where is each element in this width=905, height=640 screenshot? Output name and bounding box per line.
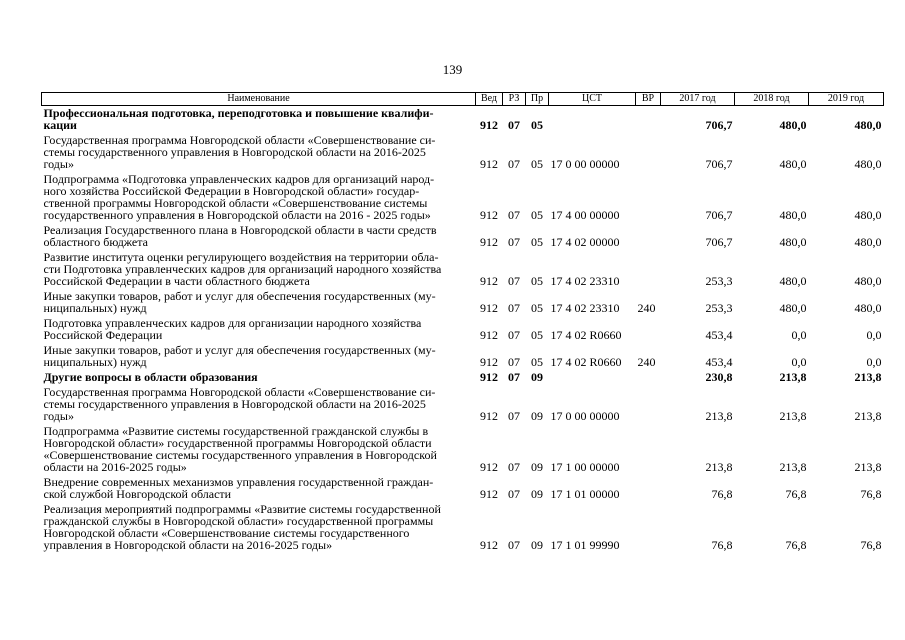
row-pr: 05 [531, 355, 543, 369]
row-value-2017: 706,7 [705, 118, 733, 132]
row-value-2017: 253,3 [705, 301, 733, 315]
row-vr [636, 424, 661, 475]
row-cst: 17 4 02 00000 [550, 235, 620, 249]
row-name: Другие вопросы в области образования [43, 370, 258, 384]
row-value-2017: 706,7 [705, 235, 733, 249]
row-vr: 240 [637, 355, 656, 369]
row-name: Развитие института оценки регулирующего воздействия на территории обла- сти Подготовка управленческих кадров для организаций народного хозяйства Российской Федерации в части областного бюджета [43, 250, 442, 288]
table-header-row [42, 93, 884, 106]
row-value-2019: 213,8 [854, 460, 882, 474]
header-vr: ВР [636, 93, 661, 106]
row-pr: 05 [531, 208, 543, 222]
row-rz: 07 [508, 460, 520, 474]
header-ved: Вед [476, 93, 503, 106]
row-value-2018: 213,8 [779, 370, 807, 384]
row-ved: 912 [480, 274, 498, 288]
row-value-2018: 76,8 [785, 538, 807, 552]
row-ved: 912 [480, 235, 498, 249]
row-name: Подпрограмма «Развитие системы государственной гражданской службы в Новгородской области» государственной программы Новгородской области «Совершенствование системы государственного управления в Новгородской области на 2016-2025 годы» [43, 424, 437, 474]
row-ved: 912 [480, 355, 498, 369]
row-cst: 17 4 02 R0660 [550, 328, 622, 342]
row-name: Внедрение современных механизмов управления государственной граждан- ской службой Новгородской области [43, 475, 434, 501]
table-row [42, 172, 884, 223]
row-pr: 09 [531, 460, 543, 474]
row-rz: 07 [508, 409, 520, 423]
row-cst: 17 1 00 00000 [550, 460, 620, 474]
row-ved: 912 [480, 538, 498, 552]
row-cst [549, 106, 636, 134]
row-value-2017: 213,8 [705, 460, 733, 474]
row-ved: 912 [480, 409, 498, 423]
row-value-2018: 76,8 [785, 487, 807, 501]
row-name: Государственная программа Новгородской области «Совершенствование си- стемы государственного управления в Новгородской области на 2016-2025 годы» [43, 133, 436, 171]
row-vr [636, 106, 661, 134]
row-value-2019: 480,0 [854, 235, 882, 249]
row-ved: 912 [480, 460, 498, 474]
row-cst: 17 1 01 00000 [550, 487, 620, 501]
row-value-2018: 480,0 [779, 208, 807, 222]
row-pr: 05 [531, 328, 543, 342]
row-cst [549, 370, 636, 385]
row-rz: 07 [508, 487, 520, 501]
row-cst: 17 4 02 23310 [550, 274, 620, 288]
row-ved: 912 [480, 157, 498, 171]
row-value-2019: 480,0 [854, 157, 882, 171]
table-row [42, 289, 884, 316]
table-row [42, 133, 884, 172]
row-pr: 09 [531, 538, 543, 552]
row-pr: 05 [531, 235, 543, 249]
row-value-2019: 213,8 [854, 409, 882, 423]
row-rz: 07 [508, 328, 520, 342]
row-value-2019: 76,8 [860, 538, 882, 552]
row-pr: 09 [531, 487, 543, 501]
row-name: Профессиональная подготовка, переподготовка и повышение квалифи- кации [43, 106, 434, 132]
row-value-2017: 453,4 [705, 328, 733, 342]
row-rz: 07 [508, 208, 520, 222]
budget-table [41, 92, 884, 553]
row-vr: 240 [637, 301, 656, 315]
row-value-2019: 480,0 [854, 301, 882, 315]
table-row [42, 106, 884, 134]
row-rz: 07 [508, 157, 520, 171]
row-value-2017: 706,7 [705, 157, 733, 171]
table-row [42, 502, 884, 553]
row-name: Иные закупки товаров, работ и услуг для обеспечения государственных (му- ниципальных) нужд [43, 289, 436, 315]
row-cst: 17 4 02 R0660 [550, 355, 622, 369]
row-ved: 912 [480, 208, 498, 222]
row-cst: 17 4 00 00000 [550, 208, 620, 222]
row-vr [636, 385, 661, 424]
row-pr: 05 [531, 157, 543, 171]
row-value-2018: 480,0 [779, 301, 807, 315]
row-rz: 07 [508, 370, 520, 384]
row-ved: 912 [480, 301, 498, 315]
row-value-2019: 0,0 [866, 355, 882, 369]
row-value-2019: 213,8 [854, 370, 882, 384]
row-rz: 07 [508, 355, 520, 369]
row-vr [636, 316, 661, 343]
row-rz: 07 [508, 301, 520, 315]
header-2019: 2019 год [809, 93, 884, 106]
row-ved: 912 [480, 370, 498, 384]
row-name: Реализация мероприятий подпрограммы «Развитие системы государственной гражданской службы в Новгородской области» государственной программы Новгородской области «Совершенствование системы государственного управления в Новгородской области на 2016-2025 годы» [43, 502, 441, 552]
row-vr [636, 223, 661, 250]
row-vr [636, 250, 661, 289]
table-row [42, 316, 884, 343]
row-value-2018: 480,0 [779, 118, 807, 132]
row-value-2017: 706,7 [705, 208, 733, 222]
row-vr [636, 172, 661, 223]
row-value-2018: 480,0 [779, 235, 807, 249]
header-pr: Пр [526, 93, 549, 106]
row-vr [636, 502, 661, 553]
row-value-2018: 480,0 [779, 274, 807, 288]
row-pr: 05 [531, 118, 543, 132]
row-value-2017: 230,8 [705, 370, 733, 384]
table-row [42, 424, 884, 475]
row-value-2017: 76,8 [711, 487, 733, 501]
row-rz: 07 [508, 538, 520, 552]
row-name: Иные закупки товаров, работ и услуг для обеспечения государственных (му- ниципальных) нужд [43, 343, 436, 369]
header-2017: 2017 год [661, 93, 735, 106]
row-rz: 07 [508, 235, 520, 249]
table-row [42, 475, 884, 502]
row-ved: 912 [480, 118, 498, 132]
row-value-2017: 253,3 [705, 274, 733, 288]
row-value-2017: 76,8 [711, 538, 733, 552]
page-number: 139 [442, 62, 463, 77]
row-value-2019: 76,8 [860, 487, 882, 501]
row-pr: 09 [531, 370, 543, 384]
row-value-2017: 213,8 [705, 409, 733, 423]
row-value-2018: 0,0 [791, 355, 807, 369]
table-body [42, 106, 884, 554]
row-value-2019: 0,0 [866, 328, 882, 342]
row-value-2019: 480,0 [854, 208, 882, 222]
row-rz: 07 [508, 118, 520, 132]
row-vr [636, 370, 661, 385]
row-vr [636, 475, 661, 502]
table-row [42, 250, 884, 289]
row-pr: 05 [531, 301, 543, 315]
row-cst: 17 0 00 00000 [550, 157, 620, 171]
row-cst: 17 1 01 99990 [550, 538, 620, 552]
row-vr [636, 133, 661, 172]
row-name: Подготовка управленческих кадров для организации народного хозяйства Российской Федерации [43, 316, 422, 342]
row-value-2018: 213,8 [779, 460, 807, 474]
row-pr: 09 [531, 409, 543, 423]
header-2018: 2018 год [735, 93, 809, 106]
row-pr: 05 [531, 274, 543, 288]
row-value-2018: 0,0 [791, 328, 807, 342]
row-value-2018: 213,8 [779, 409, 807, 423]
header-name: Наименование [42, 93, 476, 106]
row-name: Подпрограмма «Подготовка управленческих кадров для организаций народ- ного хозяйства Российской Федерации в Новгородской области» государ- ственной программы Новгородской области «Совершенствование системы государственного управления в Новгородской области на 2016 - 2025 годы» [43, 172, 435, 222]
row-value-2019: 480,0 [854, 118, 882, 132]
row-value-2017: 453,4 [705, 355, 733, 369]
row-name: Реализация Государственного плана в Новгородской области в части средств областного бюджета [43, 223, 437, 249]
row-cst: 17 4 02 23310 [550, 301, 620, 315]
header-rz: РЗ [503, 93, 526, 106]
row-cst: 17 0 00 00000 [550, 409, 620, 423]
row-rz: 07 [508, 274, 520, 288]
row-value-2018: 480,0 [779, 157, 807, 171]
table-row [42, 370, 884, 385]
row-ved: 912 [480, 487, 498, 501]
table-row [42, 385, 884, 424]
header-cst: ЦСТ [549, 93, 636, 106]
row-value-2019: 480,0 [854, 274, 882, 288]
table-row [42, 223, 884, 250]
row-name: Государственная программа Новгородской области «Совершенствование си- стемы государственного управления в Новгородской области на 2016-2025 годы» [43, 385, 436, 423]
table-row [42, 343, 884, 370]
row-ved: 912 [480, 328, 498, 342]
